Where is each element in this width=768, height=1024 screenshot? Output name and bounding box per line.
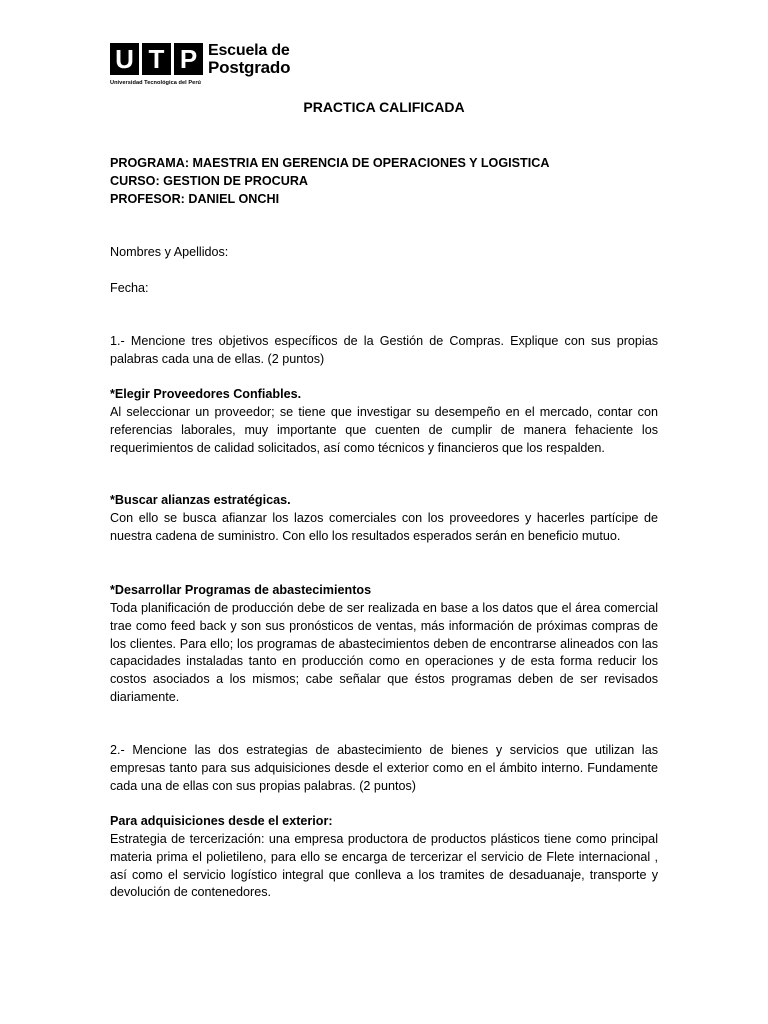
item-heading: *Elegir Proveedores Confiables.	[110, 387, 302, 401]
item-heading: *Desarrollar Programas de abastecimientos	[110, 583, 372, 597]
q1-item-2-heading	[110, 492, 658, 510]
fecha-label: Fecha:	[110, 281, 149, 295]
logo-title-line2: Postgrado	[208, 58, 291, 77]
profesor-line: PROFESOR: DANIEL ONCHI	[110, 191, 280, 206]
q2-section-text: Estrategia de tercerización: una empresa productora de productos plásticos tiene como principal materia prima el polietileno, para ello se encarga de tercerizar el servicio de Flete internacional , así como el servicio logístico integral que conlleva a los tramites de desaduanaje, transporte y devolución de contenedores.	[110, 832, 658, 900]
programa-line: PROGRAMA: MAESTRIA EN GERENCIA DE OPERACIONES Y LOGISTICA	[110, 156, 550, 170]
q1-item-1-text: Al seleccionar un proveedor; se tiene que investigar su desempeño en el mercado, contar con referencias laborales, muy importante que cuenten de cumplir de manera fehaciente los requerimientos de calidad solicitados, así como técnicos y financieros que los respalden.	[110, 405, 658, 455]
question-1: 1.- Mencione tres objetivos específicos de la Gestión de Compras. Explique con sus propias palabras cada una de ellas. (2 puntos)	[110, 334, 658, 366]
logo-letter-t: T	[142, 43, 171, 75]
utp-letters	[110, 43, 203, 75]
q1-item-2-text: Con ello se busca afianzar los lazos comerciales con los proveedores y hacerles partícipe de nuestra cadena de suministro. Con ello los resultados esperados serán en beneficio mutuo.	[110, 511, 658, 543]
q1-item-3-heading	[110, 582, 658, 600]
document-title: PRACTICA CALIFICADA	[303, 99, 465, 115]
logo-letter-u: U	[110, 43, 139, 75]
q1-item-1-heading	[110, 386, 658, 404]
logo-university-name: Universidad Tecnológica del Perú	[110, 80, 202, 86]
item-heading: *Buscar alianzas estratégicas.	[110, 493, 291, 507]
q1-item-3-text: Toda planificación de producción debe de ser realizada en base a los datos que el área comercial trae como feed back y son sus pronósticos de ventas, más información de próximas compras de los clientes. Para ello; los programas de abastecimientos deben de encontrarse alineados con las capacidades instaladas tanto en producción como en operaciones y de esta forma reducir los costos asociados a los mismos; cabe señalar que éstos programas deben de ser revisados diariamente.	[110, 601, 658, 704]
logo-letter-p: P	[174, 43, 203, 75]
question-2: 2.- Mencione las dos estrategias de abastecimiento de bienes y servicios que utilizan las empresas tanto para sus adquisiciones desde el exterior como en el ámbito interno. Fundamente cada una de ellas con sus propias palabras. (2 puntos)	[110, 743, 658, 793]
logo-title-line1: Escuela de	[208, 42, 290, 59]
nombres-label: Nombres y Apellidos:	[110, 245, 229, 259]
logo-school-name	[208, 42, 290, 76]
course-info	[110, 155, 658, 208]
q2-section-heading: Para adquisiciones desde el exterior:	[110, 814, 333, 828]
curso-line: CURSO: GESTION DE PROCURA	[110, 173, 309, 188]
